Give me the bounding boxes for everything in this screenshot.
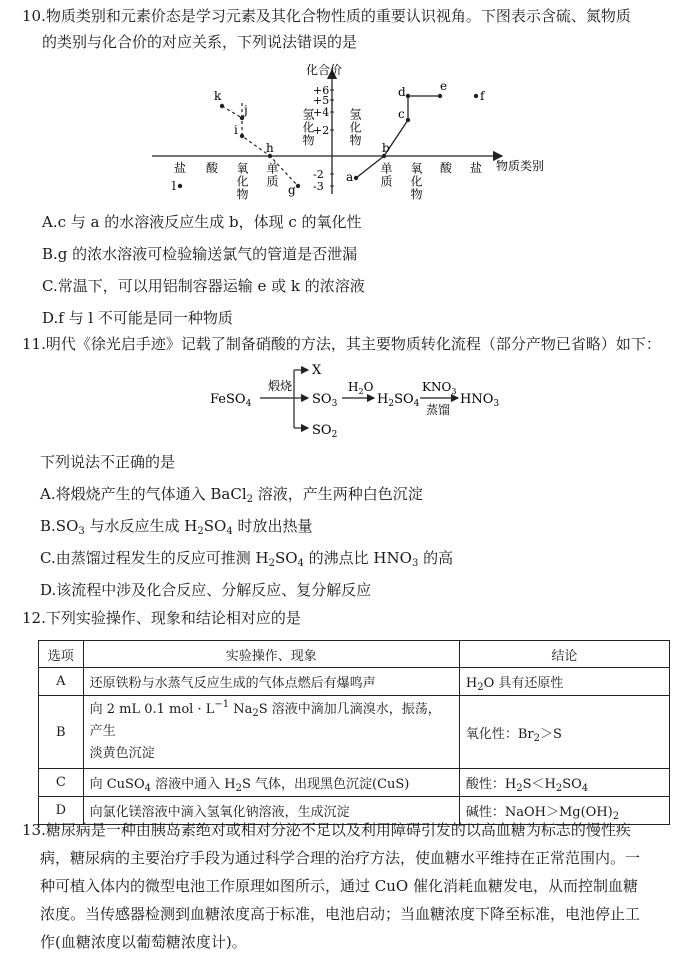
flow-step3-label: $KNO_3$ bbox=[422, 380, 457, 396]
point-i bbox=[240, 134, 244, 138]
point-d bbox=[406, 94, 410, 98]
q11-option-b[interactable]: $B.SO_3$ 与水反应生成 $H_2SO_4$ 时放出热量 bbox=[40, 517, 313, 537]
category-right: 酸 bbox=[440, 161, 453, 175]
nitrogen-connecting-line bbox=[222, 103, 298, 186]
row-a-conclusion: $H_2O$ 具有还原性 bbox=[459, 668, 669, 696]
point-label-j: j bbox=[244, 103, 248, 117]
row-c-operation: 向 CuSO$_4$ 溶液中通入 $H_2S$ 气体，出现黑色沉淀(CuS) bbox=[83, 769, 459, 797]
point-a bbox=[354, 176, 358, 180]
point-e bbox=[438, 94, 442, 98]
point-c bbox=[406, 118, 410, 122]
table-row bbox=[39, 769, 670, 797]
point-g bbox=[296, 184, 300, 188]
point-label-e: e bbox=[440, 79, 448, 93]
q11-option-a[interactable]: A.将煅烧产生的气体通入 BaCl$_2$ 溶液，产生两种白色沉淀 bbox=[40, 485, 423, 505]
point-l bbox=[178, 184, 182, 188]
row-d-operation: 向氯化镁溶液中滴入氢氧化钠溶液，生成沉淀 bbox=[83, 797, 459, 825]
row-d-conclusion: 碱性：$NaOH>Mg(OH)_2$ bbox=[459, 797, 669, 825]
row-a-option: A bbox=[39, 668, 84, 696]
nitric-acid-flowchart bbox=[190, 358, 510, 442]
header-option: 选项 bbox=[39, 641, 84, 668]
row-b-conclusion: 氧化性：$Br_2>S$ bbox=[459, 696, 669, 769]
row-b-option: B bbox=[39, 696, 84, 769]
y-tick-label: +6 bbox=[313, 84, 330, 97]
table-row bbox=[39, 696, 670, 769]
table-header-row bbox=[39, 641, 670, 668]
category-right: 氧化物 bbox=[409, 162, 423, 201]
flow-h2so4: $H_2SO_4$ bbox=[377, 392, 420, 409]
category-right: 单质 bbox=[379, 162, 393, 188]
flow-step3-below: 蒸馏 bbox=[426, 403, 451, 417]
row-d-option: D bbox=[39, 797, 84, 825]
y-tick-label: +2 bbox=[313, 124, 330, 137]
y-tick-label: +5 bbox=[313, 94, 330, 107]
point-label-d: d bbox=[398, 85, 406, 99]
x-axis-label: 物质类别 bbox=[496, 159, 545, 173]
q10-option-a[interactable]: A.c 与 a 的水溶液反应生成 b，体现 c 的氧化性 bbox=[42, 213, 362, 231]
y-tick-label: -2 bbox=[313, 168, 324, 181]
category-hydride-s: 氢化物 bbox=[348, 108, 362, 147]
point-label-a: a bbox=[346, 170, 354, 184]
row-c-option: C bbox=[39, 769, 84, 797]
point-label-f: f bbox=[480, 89, 485, 103]
point-label-h: h bbox=[266, 141, 274, 155]
row-b-operation: 向 2 mL 0.1 mol · $L^{-1}$ $Na_2S$ 溶液中滴加几滴溴水，振荡，产生 淡黄色沉淀 bbox=[83, 696, 459, 769]
row-a-operation: 还原铁粉与水蒸气反应生成的气体点燃后有爆鸣声 bbox=[83, 668, 459, 696]
flow-hno3: $HNO_3$ bbox=[460, 392, 500, 409]
flow-so2: $SO_2$ bbox=[312, 423, 338, 440]
category-left: 氧化物 bbox=[235, 162, 249, 201]
point-k bbox=[220, 104, 224, 108]
valence-category-chart bbox=[150, 60, 570, 206]
q10-stem-line-1: 10.物质类别和元素价态是学习元素及其化合物性质的重要认识视角。下图表示含硫、氮物质 bbox=[22, 7, 631, 25]
point-label-i: i bbox=[234, 123, 238, 137]
q10-stem-line-2: 的类别与化合价的对应关系，下列说法错误的是 bbox=[42, 33, 358, 51]
q11-stem: 11.明代《徐光启手迹》记载了制备硝酸的方法，其主要物质转化流程（部分产物已省略）如下： bbox=[22, 335, 661, 353]
row-c-conclusion: 酸性：$H_2S<H_2SO_4$ bbox=[459, 769, 669, 797]
q10-option-b[interactable]: B.g 的浓水溶液可检验输送氯气的管道是否泄漏 bbox=[42, 245, 358, 263]
q12-stem: 12.下列实验操作、现象和结论相对应的是 bbox=[22, 609, 301, 627]
q10-option-c[interactable]: C.常温下，可以用铝制容器运输 e 或 k 的浓溶液 bbox=[42, 277, 365, 295]
y-axis-label: 化合价 bbox=[306, 63, 343, 77]
q13-stem-line-3: 种可植入体内的微型电池工作原理如图所示，通过 CuO 催化消耗血糖发电，从而控制血糖 bbox=[40, 877, 638, 895]
table-row bbox=[39, 668, 670, 696]
q10-option-d[interactable]: D.f 与 l 不可能是同一种物质 bbox=[42, 309, 233, 327]
point-label-b: b bbox=[382, 141, 390, 155]
point-label-k: k bbox=[214, 89, 222, 103]
q13-stem-line-5: 作(血糖浓度以葡萄糖浓度计)。 bbox=[40, 933, 247, 951]
q11-option-d[interactable]: D.该流程中涉及化合反应、分解反应、复分解反应 bbox=[40, 581, 372, 599]
y-tick-label: +4 bbox=[313, 106, 330, 119]
q11-option-c[interactable]: C.由蒸馏过程发生的反应可推测 $H_2SO_4$ 的沸点比 $HNO_3$ 的高 bbox=[40, 549, 454, 569]
flow-x: X bbox=[312, 363, 322, 378]
flow-step1-label: 煅烧 bbox=[268, 379, 293, 393]
q11-prompt: 下列说法不正确的是 bbox=[40, 453, 176, 471]
q13-stem-line-2: 病，糖尿病的主要治疗手段为通过科学合理的治疗方法，使血糖水平维持在正常范围内。一 bbox=[40, 849, 641, 867]
point-label-c: c bbox=[398, 107, 405, 121]
category-left: 酸 bbox=[206, 161, 219, 175]
flow-so3: $SO_3$ bbox=[312, 392, 338, 409]
category-right: 盐 bbox=[470, 161, 483, 175]
point-label-g: g bbox=[288, 183, 296, 197]
point-f bbox=[474, 94, 478, 98]
q12-table bbox=[38, 640, 670, 825]
point-label-l: l bbox=[172, 179, 176, 193]
q13-stem-line-4: 浓度。当传感器检测到血糖浓度高于标准，电池启动；当血糖浓度下降至标准，电池停止工 bbox=[40, 905, 641, 923]
header-operation: 实验操作、现象 bbox=[83, 641, 459, 668]
category-left: 盐 bbox=[174, 161, 187, 175]
q13-stem-line-1: 13.糖尿病是一种由胰岛素绝对或相对分泌不足以及利用障碍引发的以高血糖为标志的慢性疾 bbox=[22, 821, 631, 839]
flow-feso4: FeSO$_4$ bbox=[210, 392, 252, 409]
header-conclusion: 结论 bbox=[459, 641, 669, 668]
y-tick-label: -3 bbox=[313, 180, 324, 193]
category-hydride-n: 氢化物 bbox=[301, 108, 315, 147]
flow-step2-label: $H_2O$ bbox=[348, 380, 374, 396]
category-left: 单质 bbox=[265, 162, 279, 188]
